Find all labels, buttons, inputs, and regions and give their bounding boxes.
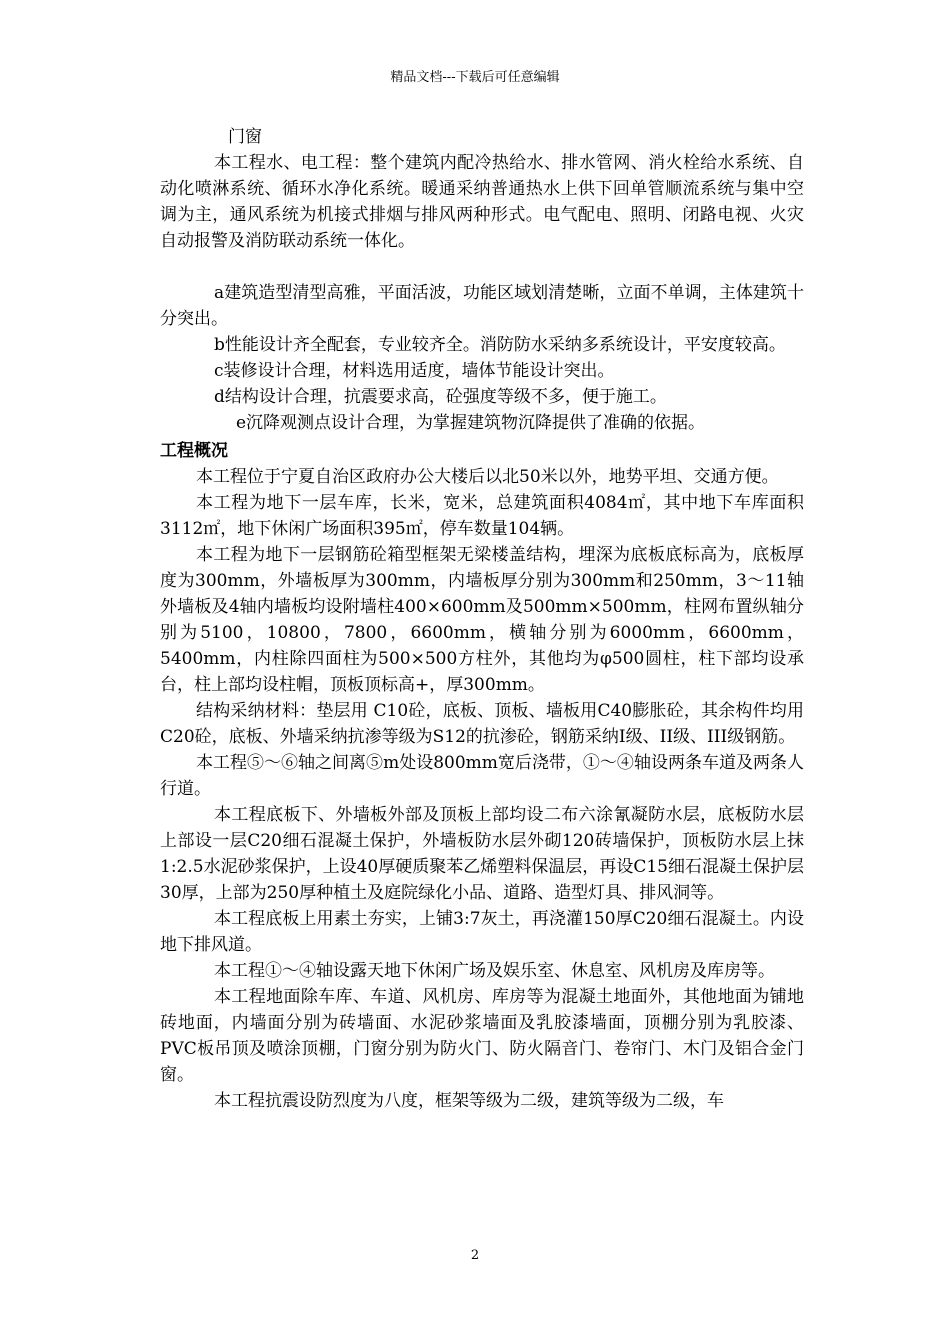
overview-seismic: 本工程抗震设防烈度为八度，框架等级为二级，建筑等级为二级，车 (214, 1091, 724, 1111)
page-header: 精品文档---下载后可任意编辑 (390, 70, 560, 85)
paragraph-doors-windows: 门窗 (228, 127, 262, 147)
document-body (160, 124, 804, 1114)
feature-d: d结构设计合理，抗震要求高，砼强度等级不多，便于施工。 (214, 387, 667, 407)
feature-c: c装修设计合理，材料选用适度，墙体节能设计突出。 (214, 361, 615, 381)
feature-b: b性能设计齐全配套，专业较齐全。消防防水采纳多系统设计，平安度较高。 (214, 335, 786, 355)
overview-plaza: 本工程①～④轴设露天地下休闲广场及娱乐室、休息室、风机房及库房等。 (214, 961, 775, 981)
overview-structure: 本工程为地下一层钢筋砼箱型框架无梁楼盖结构，埋深为底板底标高为，底板厚度为300mm，外墙板厚为300mm，内墙板厚分别为300mm和250mm，3～11轴外墙板及4轴内墙板均设附墙柱400×600mm及500mm×500mm，柱网布置纵轴分别为5100，10800，7800，6600mm，横轴分别为6000mm，6600mm，5400mm，内柱除四面柱为500×500方柱外，其他均为φ500圆柱，柱下部均设承台，柱上部均设柱帽，顶板顶标高+，厚300mm。 (160, 545, 804, 695)
overview-location: 本工程位于宁夏自治区政府办公大楼后以北50米以外，地势平坦、交通方便。 (196, 467, 779, 487)
paragraph-utilities: 本工程水、电工程：整个建筑内配冷热给水、排水管网、消火栓给水系统、自动化喷淋系统、循环水净化系统。暖通采纳普通热水上供下回单管顺流系统与集中空调为主，通风系统为机接式排烟与排风两种形式。电气配电、照明、闭路电视、火灾自动报警及消防联动系统一体化。 (160, 153, 804, 251)
overview-waterproofing: 本工程底板下、外墙板外部及顶板上部均设二布六涂氰凝防水层，底板防水层上部设一层C20细石混凝土保护，外墙板防水层外砌120砖墙保护，顶板防水层上抹1:2.5水泥砂浆保护，上设40厚硬质聚苯乙烯塑料保温层，再设C15细石混凝土保护层30厚，上部为250厚种植土及庭院绿化小品、道路、造型灯具、排风洞等。 (160, 805, 804, 903)
feature-a: a建筑造型清型高雅，平面活波，功能区域划清楚晰，立面不单调，主体建筑十分突出。 (160, 283, 804, 329)
page-number: 2 (470, 1248, 480, 1263)
overview-floor-base: 本工程底板上用素土夯实，上铺3:7灰土，再浇灌150厚C20细石混凝土。内设地下排风道。 (160, 909, 804, 955)
overview-area: 本工程为地下一层车库，长米，宽米，总建筑面积4084㎡，其中地下车库面积3112㎡，地下休闲广场面积395㎡，停车数量104辆。 (160, 493, 804, 539)
section-heading: 工程概况 (160, 441, 228, 461)
overview-post-pour: 本工程⑤～⑥轴之间离⑤m处设800mm宽后浇带，①～④轴设两条车道及两条人行道。 (160, 753, 804, 799)
overview-finishes: 本工程地面除车库、车道、风机房、库房等为混凝土地面外，其他地面为铺地砖地面，内墙面分别为砖墙面、水泥砂浆墙面及乳胶漆墙面，顶棚分别为乳胶漆、PVC板吊顶及喷涂顶棚，门窗分别为防火门、防火隔音门、卷帘门、木门及铝合金门窗。 (160, 987, 804, 1085)
overview-materials: 结构采纳材料：垫层用 C10砼，底板、顶板、墙板用C40膨胀砼，其余构件均用C20砼，底板、外墙采纳抗渗等级为S12的抗渗砼，钢筋采纳I级、II级、III级钢筋。 (160, 701, 804, 747)
feature-e: e沉降观测点设计合理，为掌握建筑物沉降提供了准确的依据。 (236, 413, 706, 433)
